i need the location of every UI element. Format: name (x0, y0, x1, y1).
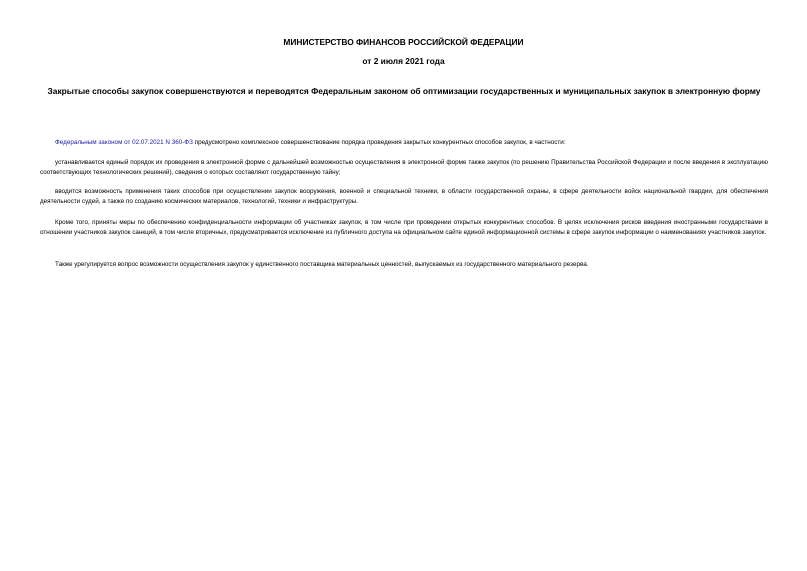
paragraph-confidentiality: Кроме того, приняты меры по обеспечению конфиденциальности информации об участниках закупок, в том числе при проведении открытых конкурентных способов. В целях исключения рисков введения иностранными государствами в отношении участников закупок санкций, в том числе вторичных, предусматривается исключение из публичного доступа на официальном сайте единой информационной системы в сфере закупок информации о наименованиях участников закупок. (40, 219, 768, 237)
federal-law-link[interactable]: Федеральным законом от 02.07.2021 N 360-ФЗ (55, 139, 193, 146)
paragraph-text: предусмотрено комплексное совершенствование порядка проведения закрытых конкурентных способов закупок, в частности: (192, 139, 566, 146)
document-date: от 2 июля 2021 года (362, 56, 445, 66)
paragraph-application-scope: вводится возможность применения таких способов при осуществлении закупок вооружения, военной и специальной техники, в области государственной охраны, в сфере деятельности войск национальной гвардии, для обеспечения деятельности судей, а также по созданию космических материалов, технологий, техники и инфраструктуры. (40, 188, 768, 206)
document-title: Закрытые способы закупок совершенствуются и переводятся Федеральным законом об оптимизации государственных и муниципальных закупок в электронную форму (47, 86, 761, 96)
paragraph-material-reserve: Также урегулируется вопрос возможности осуществления закупок у единственного поставщика материальных ценностей, выпускаемых из государственного материального резерва. (55, 261, 589, 268)
ministry-heading: МИНИСТЕРСТВО ФИНАНСОВ РОССИЙСКОЙ ФЕДЕРАЦИИ (283, 37, 524, 47)
paragraph-law-reference (40, 138, 768, 148)
paragraph-electronic-form: устанавливается единый порядок их проведения в электронной форме с дальнейшей возможностью осуществления в электронной форме также закупок (по решению Правительства Российской Федерации и после введения в эксплуатацию соответствующих технологических решений), сведения о которых составляют государственную тайну; (40, 159, 768, 177)
